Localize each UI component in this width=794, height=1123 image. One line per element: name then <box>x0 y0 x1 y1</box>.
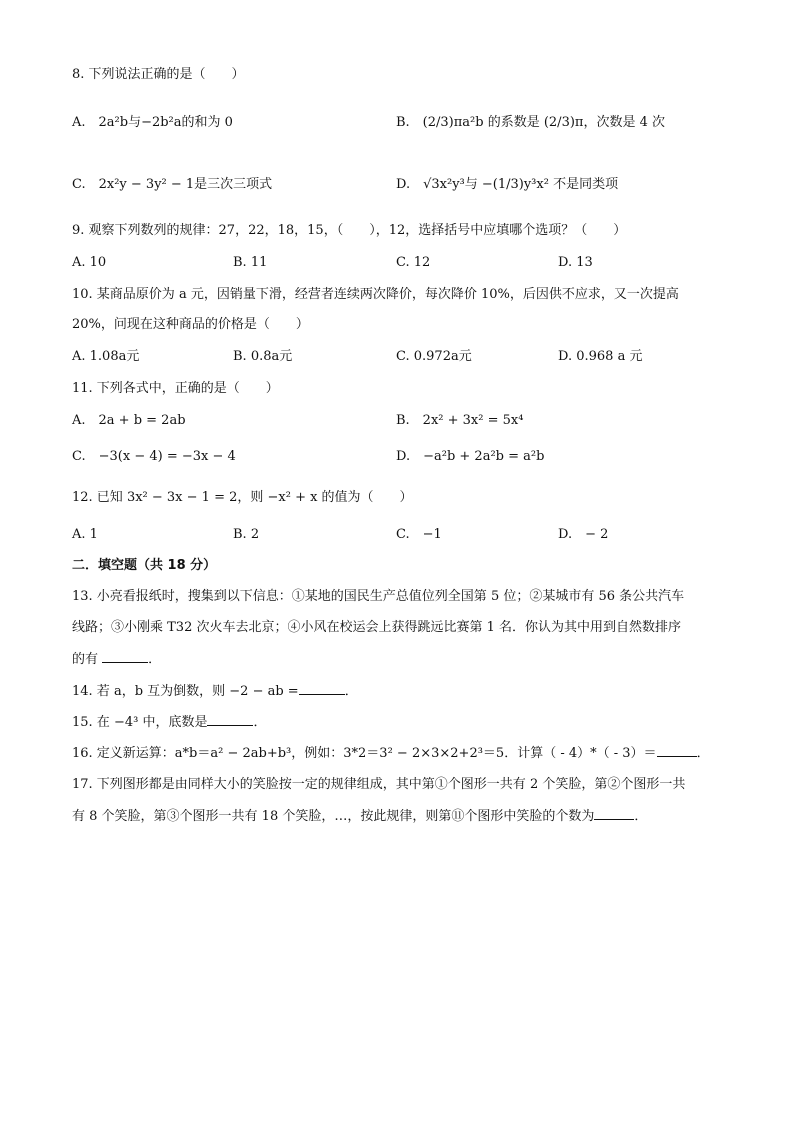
answer-blank[interactable] <box>594 807 634 820</box>
question-16-text: 16. 定义新运算：a*b＝a² − 2ab+b³，例如：3*2＝3² − 2×3×2+2³＝5．计算（ - 4）*（ - 3）＝ <box>72 746 657 761</box>
answer-blank[interactable] <box>102 650 148 663</box>
question-9-option-c: C. 12 <box>396 255 431 270</box>
question-8-stem: 8. 下列说法正确的是（ ） <box>72 67 245 82</box>
question-10-stem-line1: 10. 某商品原价为 a 元，因销量下滑，经营者连续两次降价，每次降价 10%，后因供不应求，又一次提高 <box>72 287 679 302</box>
question-14 <box>72 682 358 701</box>
question-15-tail: ． <box>253 715 267 730</box>
question-13-text: 的有 <box>72 652 99 667</box>
question-17-text: 有 8 个笑脸，第③个图形一共有 18 个笑脸，…，按此规律，则第⑪个图形中笑脸的个数为 <box>72 809 595 824</box>
question-10-option-a: A. 1.08a元 <box>72 349 140 364</box>
question-17-line2 <box>72 807 647 826</box>
question-10-option-c: C. 0.972a元 <box>396 349 472 364</box>
question-11-option-a: A. 2a + b = 2ab <box>72 413 186 428</box>
question-11-option-b: B. 2x² + 3x² = 5x⁴ <box>396 413 524 428</box>
question-12-option-a: A. 1 <box>72 527 98 542</box>
question-17-line1: 17. 下列图形都是由同样大小的笑脸按一定的规律组成，其中第①个图形一共有 2 个笑脸，第②个图形一共 <box>72 777 686 792</box>
question-10-option-b: B. 0.8a元 <box>233 349 293 364</box>
section-heading-fill-in: 二．填空题（共 18 分） <box>72 558 217 573</box>
question-16 <box>72 744 710 763</box>
question-11-option-d: D. −a²b + 2a²b = a²b <box>396 449 545 464</box>
question-12-option-d: D. − 2 <box>558 527 609 542</box>
question-10-stem-line2: 20%，问现在这种商品的价格是（ ） <box>72 317 309 332</box>
question-12-option-c: C. −1 <box>396 527 442 542</box>
question-13-line2: 线路；③小刚乘 T32 次火车去北京；④小风在校运会上获得跳远比赛第 1 名．你认为其中用到自然数排序 <box>72 620 682 635</box>
question-8-option-b: B. (2/3)πa²b 的系数是 (2/3)π，次数是 4 次 <box>396 115 665 130</box>
question-8-option-c: C. 2x²y − 3y² − 1是三次三项式 <box>72 177 273 192</box>
question-8-option-a: A. 2a²b与−2b²a的和为 0 <box>72 115 233 130</box>
question-16-tail: ． <box>696 746 710 761</box>
question-12-option-b: B. 2 <box>233 527 260 542</box>
answer-blank[interactable] <box>207 713 253 726</box>
question-13-tail: ． <box>148 652 162 667</box>
question-10-option-d: D. 0.968 a 元 <box>558 349 643 364</box>
question-9-option-a: A. 10 <box>72 255 107 270</box>
question-14-text: 14. 若 a，b 互为倒数，则 −2 − ab = <box>72 684 299 699</box>
question-8-option-d: D. √3x²y³与 −(1/3)y³x² 不是同类项 <box>396 177 619 192</box>
question-14-tail: ． <box>344 684 358 699</box>
question-9-option-b: B. 11 <box>233 255 268 270</box>
question-13-line1: 13. 小亮看报纸时，搜集到以下信息：①某地的国民生产总值位列全国第 5 位；②某城市有 56 条公共汽车 <box>72 589 685 604</box>
question-17-tail: ． <box>634 809 648 824</box>
question-11-option-c: C. −3(x − 4) = −3x − 4 <box>72 449 236 464</box>
answer-blank[interactable] <box>657 744 697 757</box>
question-15-text: 15. 在 −4³ 中，底数是 <box>72 715 208 730</box>
question-11-stem: 11. 下列各式中，正确的是（ ） <box>72 381 279 396</box>
question-9-option-d: D. 13 <box>558 255 593 270</box>
question-15 <box>72 713 266 732</box>
answer-blank[interactable] <box>299 682 345 695</box>
question-12-stem: 12. 已知 3x² − 3x − 1 = 2，则 −x² + x 的值为（ ） <box>72 490 413 505</box>
question-13-line3 <box>72 650 161 669</box>
question-9-stem: 9. 观察下列数列的规律：27，22，18，15，（ ），12，选择括号中应填哪个选项？（ ） <box>72 223 627 238</box>
